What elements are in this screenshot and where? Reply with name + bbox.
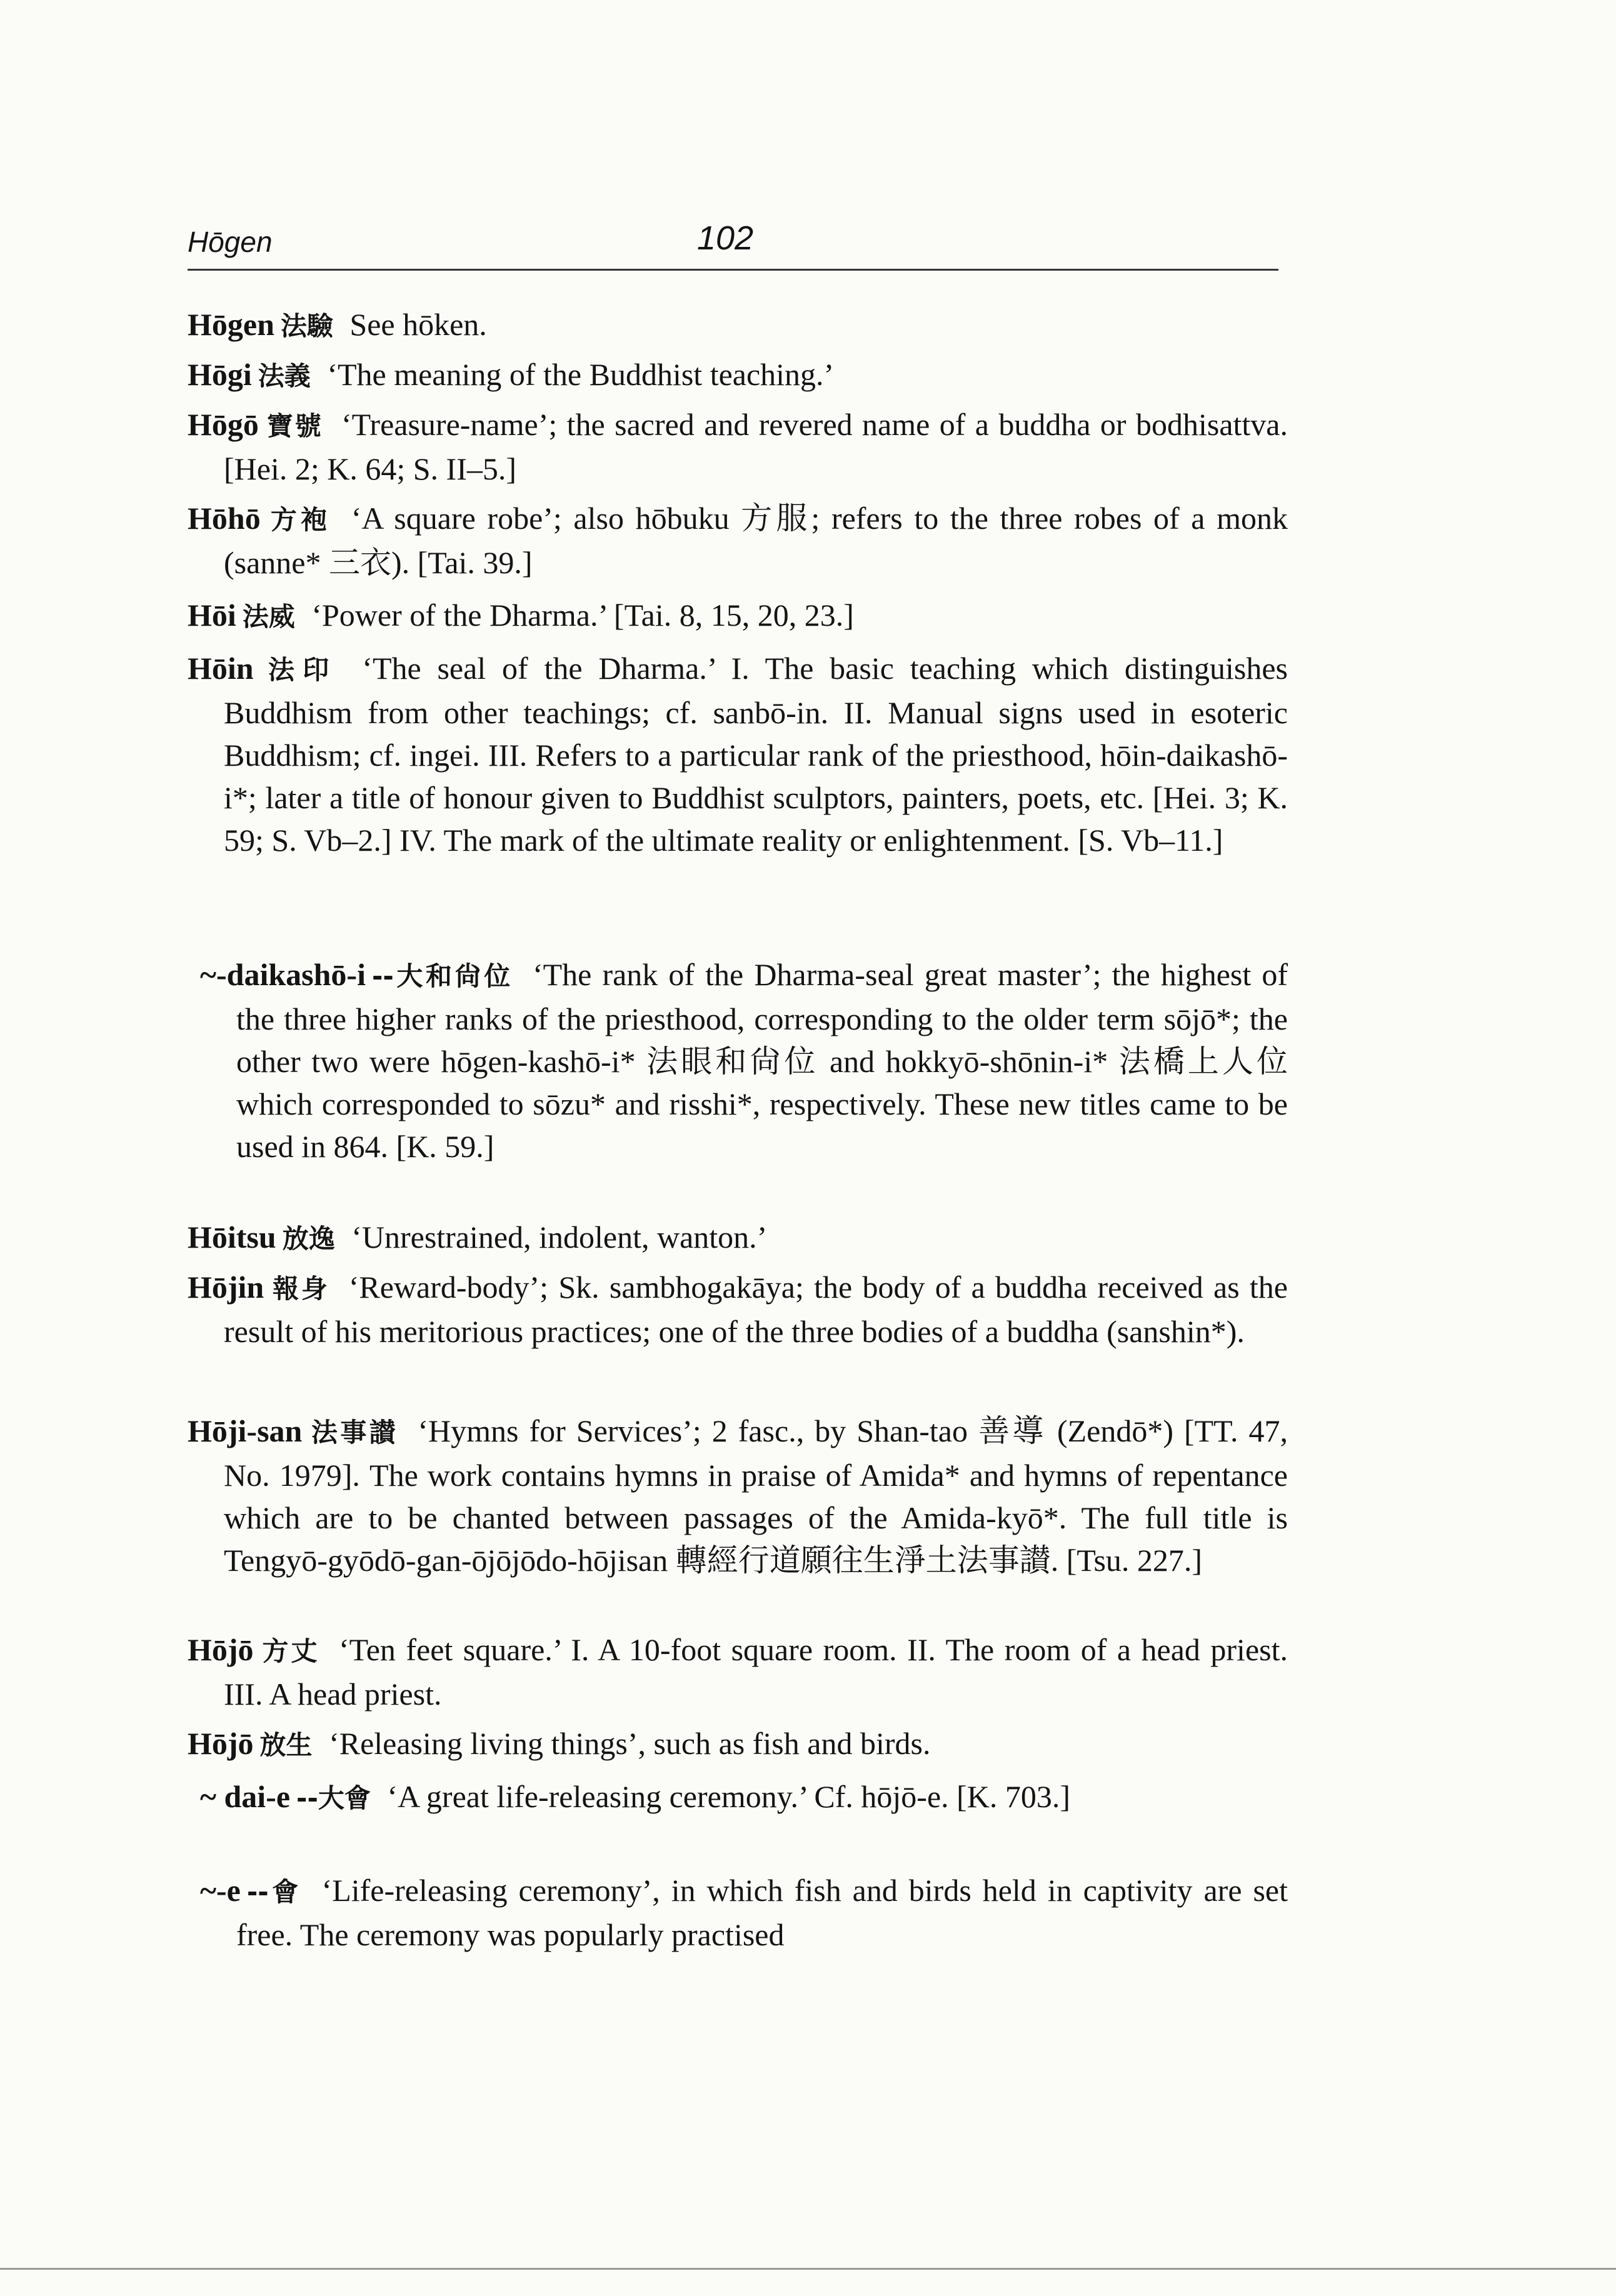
entry-hoin-daikasho-i — [188, 953, 1288, 1168]
kanji: 放生 — [259, 1730, 313, 1760]
kanji: --大和尙位 — [371, 961, 513, 991]
entry-hojo-room — [188, 1628, 1288, 1715]
headword: Hōhō — [188, 501, 261, 536]
kanji: 法驗 — [280, 311, 333, 341]
headword: ~-e — [200, 1873, 241, 1908]
entry-hogi — [188, 353, 1288, 398]
entry-hogen — [188, 303, 1288, 348]
entry-hoin — [188, 647, 1288, 861]
entry-hoho — [188, 497, 1288, 584]
definition: ‘Treasure-name’; the sacred and revered name of a buddha or bodhisattva. [Hei. 2; K. 64; S. II–5.] — [224, 407, 1288, 486]
headword: Hōjō — [188, 1632, 254, 1667]
definition: ‘The seal of the Dharma.’ I. The basic teaching which distinguishes Buddhism from other teachings; cf. sanbō-in. II. Manual signs used in esoteric Buddhism; cf. ingei. III. Refers to a particular rank of the priesthood, hōin-daikashō-i*; later a title of honour given to Buddhist sculptors, painters, poets, etc. [Hei. 3; K. 59; S. Vb–2.] IV. The mark of the ultimate reality or enlightenment. [S. Vb–11.] — [224, 651, 1288, 858]
definition: ‘Releasing living things’, such as fish and birds. — [329, 1726, 931, 1761]
kanji: 放逸 — [282, 1223, 335, 1254]
kanji: 寶號 — [264, 411, 323, 441]
kanji: --會 — [246, 1877, 302, 1907]
page-bottom-edge — [0, 2268, 1616, 2270]
kanji: 報身 — [270, 1273, 330, 1304]
definition: ‘Hymns for Services’; 2 fasc., by Shan-tao 善導 (Zendō*) [TT. 47, No. 1979]. The work contains hymns in praise of Amida* and hymns of repentance which are to be chanted between passages of the Amida-kyō*. The full title is Tengyō-gyōdō-gan-ōjōjōdo-hōjisan 轉經行道願往生淨土法事讃. [Tsu. 227.] — [224, 1413, 1288, 1578]
headword: ~ dai-e — [200, 1779, 291, 1814]
headword: ~-daikashō-i — [200, 957, 366, 992]
headword: Hōjin — [188, 1270, 264, 1305]
headword: Hōi — [188, 598, 236, 633]
definition: ‘Ten feet square.’ I. A 10-foot square room. II. The room of a head priest. III. A head priest. — [224, 1632, 1288, 1712]
page-header — [188, 211, 1278, 270]
headword: Hōgi — [188, 357, 252, 392]
definition: ‘The rank of the Dharma-seal great master’; the highest of the three higher ranks of the priesthood, corresponding to the older term sōjō*; the other two were hōgen-kashō-i* 法眼和尙位 and hokkyō-shōnin-i* 法橋上人位 which corresponded to sōzu* and risshi*, respectively. These new titles came to be used in 864. [K. 59.] — [236, 957, 1288, 1164]
headword: Hōgō — [188, 407, 259, 442]
definition: ‘Power of the Dharma.’ [Tai. 8, 15, 20, 23.] — [311, 598, 854, 633]
definition: ‘A great life-releasing ceremony.’ Cf. hōjō-e. [K. 703.] — [387, 1779, 1071, 1814]
entry-hogo — [188, 403, 1288, 490]
definition: ‘Unrestrained, indolent, wanton.’ — [351, 1220, 768, 1255]
headword: Hōgen — [188, 307, 274, 342]
definition: ‘Reward-body’; Sk. sambhogakāya; the body of a buddha received as the result of his meritorious practices; one of the three bodies of a buddha (sanshin*). — [224, 1270, 1288, 1349]
headword: Hōitsu — [188, 1220, 276, 1255]
definition: ‘A square robe’; also hōbuku 方服; refers to the three robes of a monk (sanne* 三衣). [Tai. 39.] — [224, 501, 1288, 580]
definition: See hōken. — [349, 307, 487, 342]
headword: Hōji-san — [188, 1413, 303, 1448]
headword: Hōin — [188, 651, 254, 686]
headword: Hōjō — [188, 1726, 254, 1761]
entry-hojin — [188, 1266, 1288, 1353]
entry-hojo-releasing — [188, 1722, 1288, 1767]
kanji: --大會 — [296, 1783, 371, 1813]
definition: ‘The meaning of the Buddhist teaching.’ — [327, 357, 835, 392]
kanji: 法義 — [258, 361, 311, 391]
kanji: 法印 — [259, 654, 338, 685]
running-head: Hōgen — [188, 226, 273, 258]
kanji: 法威 — [242, 601, 295, 632]
page-number: 102 — [697, 219, 754, 257]
kanji: 法事讃 — [308, 1417, 399, 1448]
entry-hojo-dai-e — [188, 1775, 1288, 1820]
entry-hojo-e — [188, 1869, 1288, 1956]
entry-hoi — [188, 594, 1288, 638]
definition: ‘Life-releasing ceremony’, in which fish and birds held in captivity are set free. The ceremony was popularly practised — [236, 1873, 1288, 1952]
kanji: 方丈 — [259, 1636, 320, 1667]
entry-hoji-san — [188, 1410, 1288, 1582]
kanji: 方袍 — [266, 504, 331, 535]
entry-hoitsu — [188, 1216, 1288, 1260]
header-rule — [188, 269, 1278, 271]
